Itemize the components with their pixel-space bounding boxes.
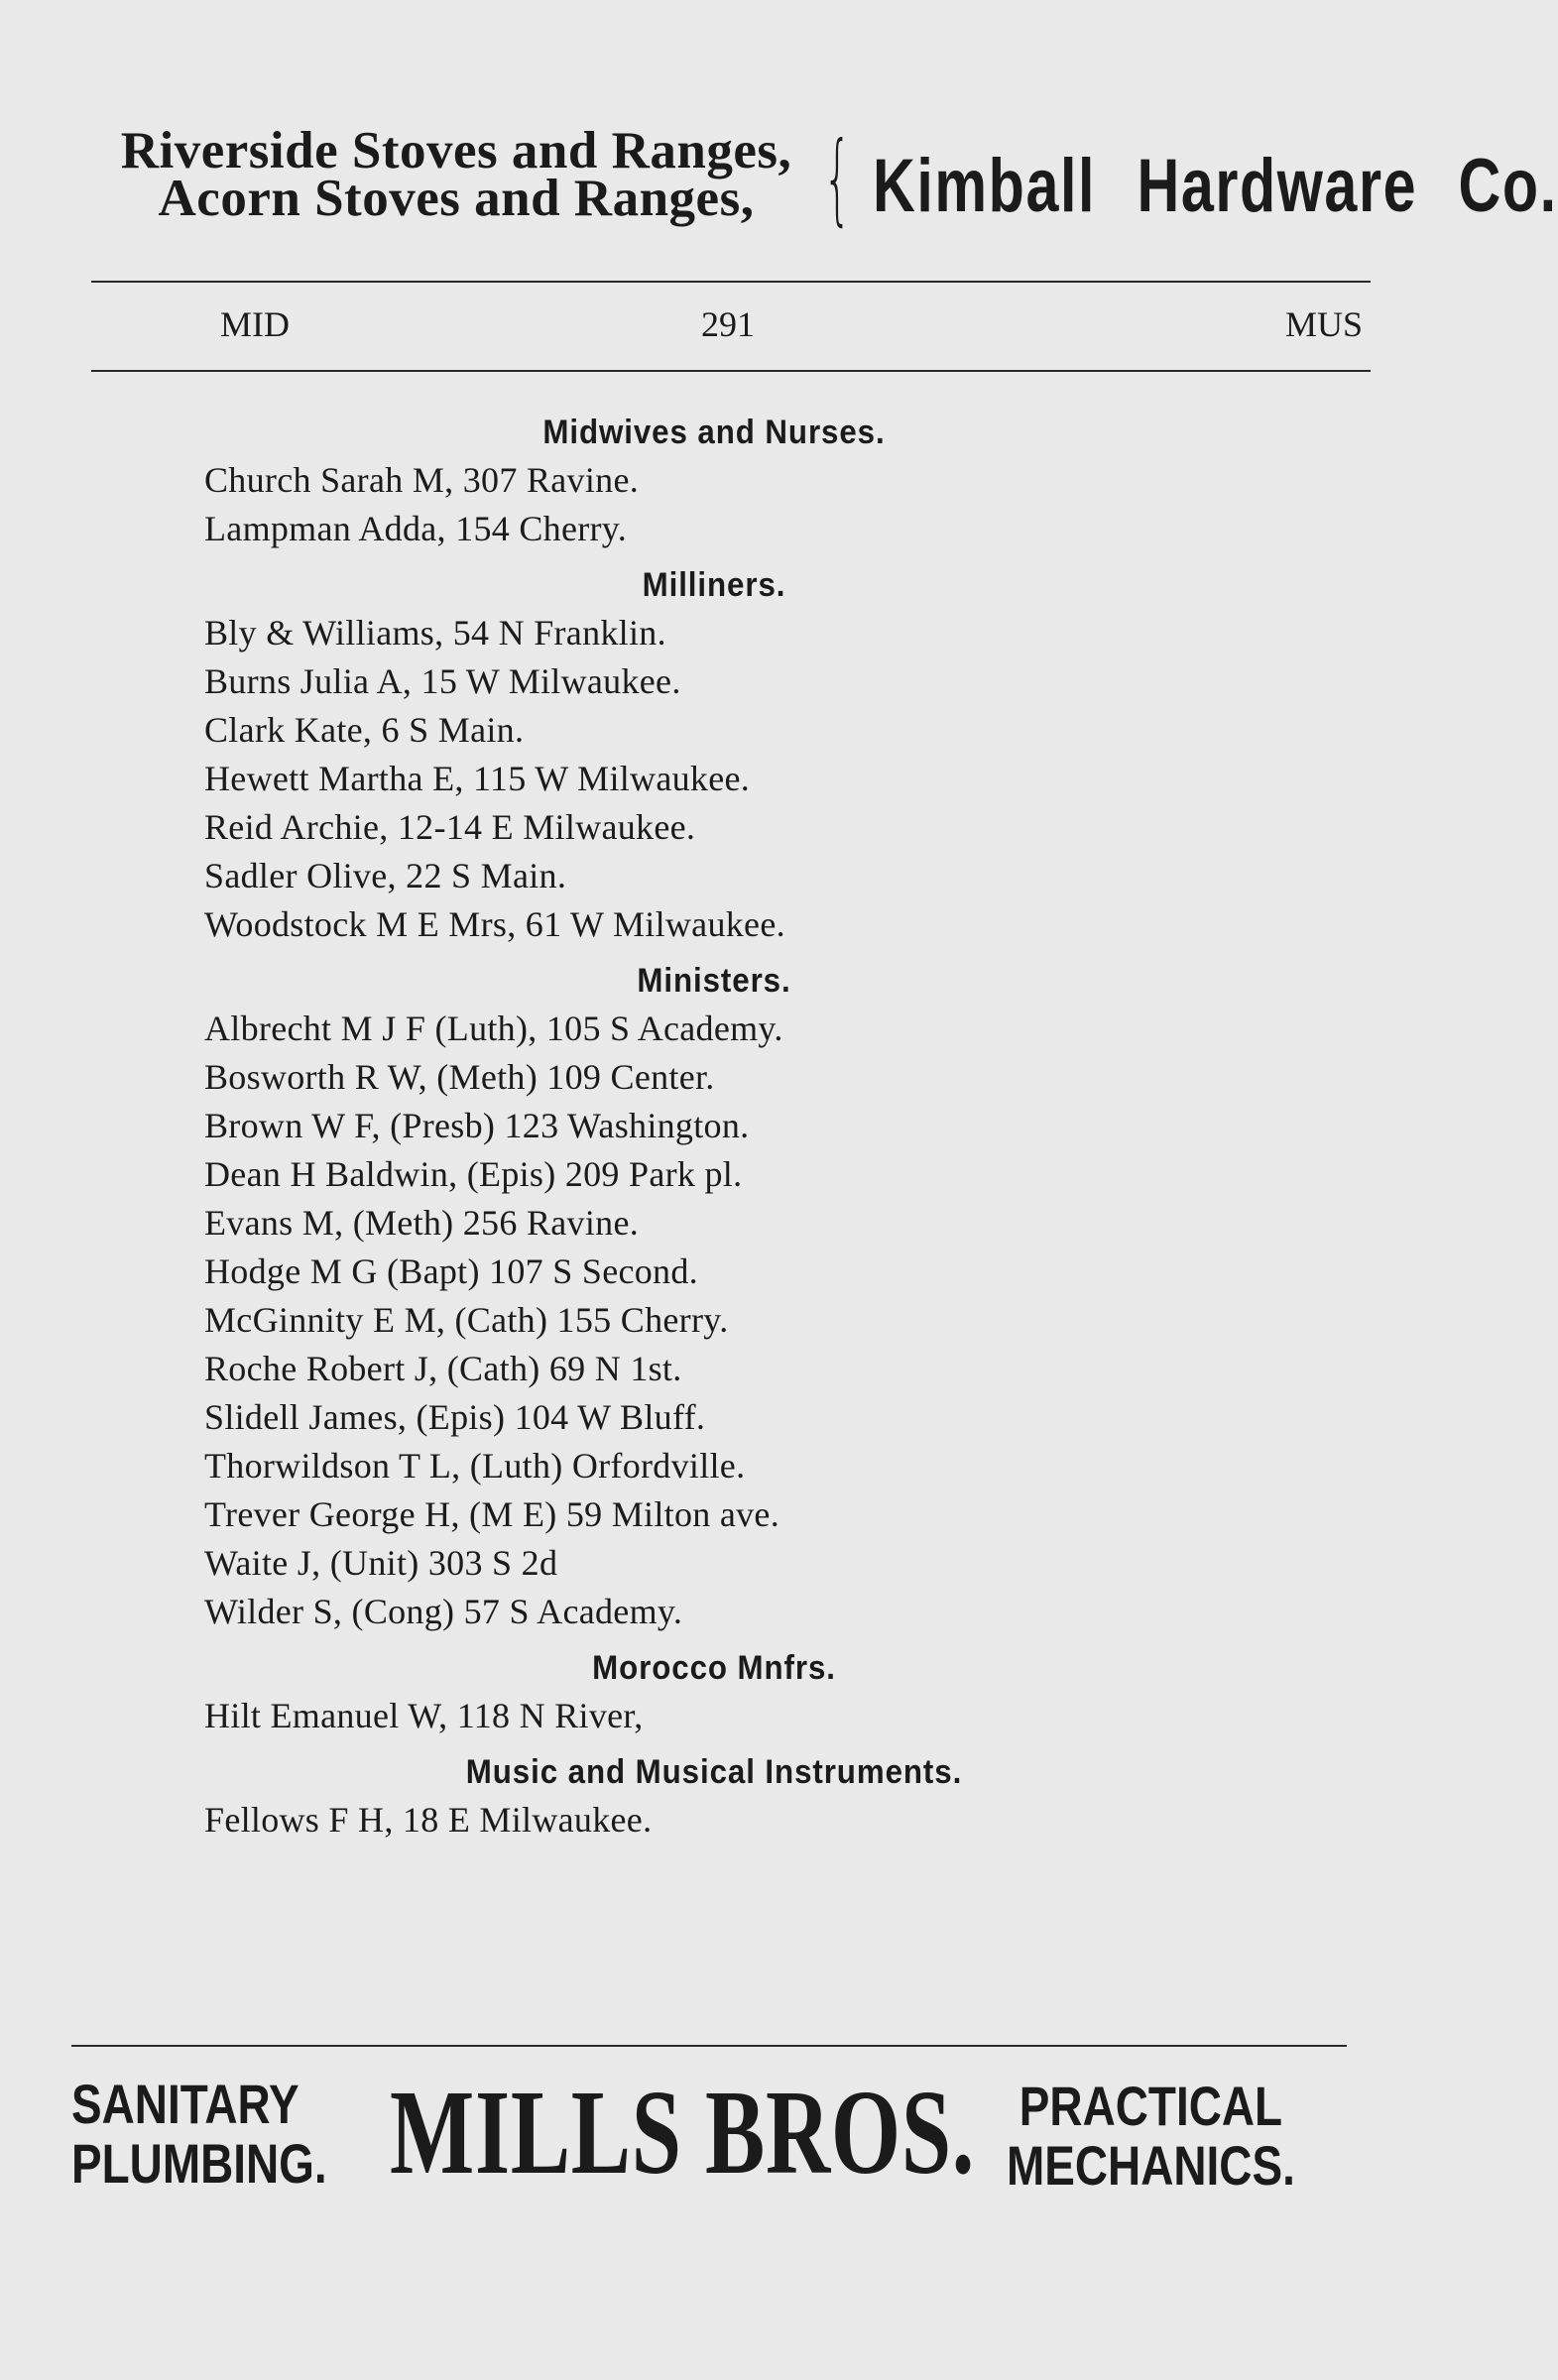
running-head-right: MUS [1284,304,1363,344]
list-item: Waite J, (Unit) 303 S 2d [204,1543,558,1583]
list-item: Slidell James, (Epis) 104 W Bluff. [204,1397,706,1437]
section-heading: Music and Musical Instruments. [465,1753,963,1791]
running-head [91,303,1371,343]
top-advertisement [89,120,1558,246]
sanitary-plumbing-text [71,2075,327,2194]
list-item: Bosworth R W, (Meth) 109 Center. [204,1057,715,1097]
practical-line: PRACTICAL [1019,2075,1283,2137]
ad-line-riverside: Riverside Stoves and Ranges, [120,122,792,179]
list-item: Burns Julia A, 15 W Milwaukee. [204,661,681,701]
list-item: Church Sarah M, 307 Ravine. [204,460,640,500]
section-heading: Ministers. [637,962,791,1000]
bottom-rule [71,2045,1347,2047]
list-item: Sadler Olive, 22 S Main. [204,856,567,895]
brace-glyph: { [823,120,852,236]
page-number: 291 [701,304,755,344]
list-item: Woodstock M E Mrs, 61 W Milwaukee. [204,904,785,944]
list-item: Fellows F H, 18 E Milwaukee. [204,1800,653,1840]
list-item: Hodge M G (Bapt) 107 S Second. [204,1251,698,1291]
section-heading: Midwives and Nurses. [542,414,886,451]
sanitary-line: SANITARY [71,2073,300,2135]
kimball-hardware-name: Kimball Hardware Co. [873,144,1558,228]
list-item: Albrecht M J F (Luth), 105 S Academy. [204,1009,783,1048]
list-item: Clark Kate, 6 S Main. [204,710,525,750]
list-item: Hilt Emanuel W, 118 N River, [204,1696,644,1735]
directory-listing [0,409,1428,1844]
top-rule [91,281,1371,283]
list-item: Lampman Adda, 154 Cherry. [204,509,628,548]
list-item: Hewett Martha E, 115 W Milwaukee. [204,759,751,798]
plumbing-line: PLUMBING. [71,2132,327,2195]
list-item: Roche Robert J, (Cath) 69 N 1st. [204,1349,682,1388]
mechanics-line: MECHANICS. [1007,2134,1295,2197]
list-item: Thorwildson T L, (Luth) Orfordville. [204,1446,746,1486]
list-item: Trever George H, (M E) 59 Milton ave. [204,1494,779,1534]
list-item: McGinnity E M, (Cath) 155 Cherry. [204,1300,729,1340]
stoves-lines [89,122,823,227]
practical-mechanics-text [1007,2077,1295,2196]
list-item: Reid Archie, 12-14 E Milwaukee. [204,807,696,847]
list-item: Bly & Williams, 54 N Franklin. [204,613,666,653]
section-heading: Milliners. [642,566,786,604]
list-item: Dean H Baldwin, (Epis) 209 Park pl. [204,1154,743,1194]
running-head-left: MID [220,304,290,344]
bottom-advertisement [60,2066,1378,2233]
list-item: Evans M, (Meth) 256 Ravine. [204,1203,640,1243]
ad-line-acorn: Acorn Stoves and Ranges, [158,170,755,227]
list-item: Brown W F, (Presb) 123 Washington. [204,1106,750,1145]
second-rule [91,370,1371,372]
list-item: Wilder S, (Cong) 57 S Academy. [204,1592,683,1631]
mills-bros-name: MILLS BROS. [390,2066,976,2200]
section-heading: Morocco Mnfrs. [592,1649,836,1687]
